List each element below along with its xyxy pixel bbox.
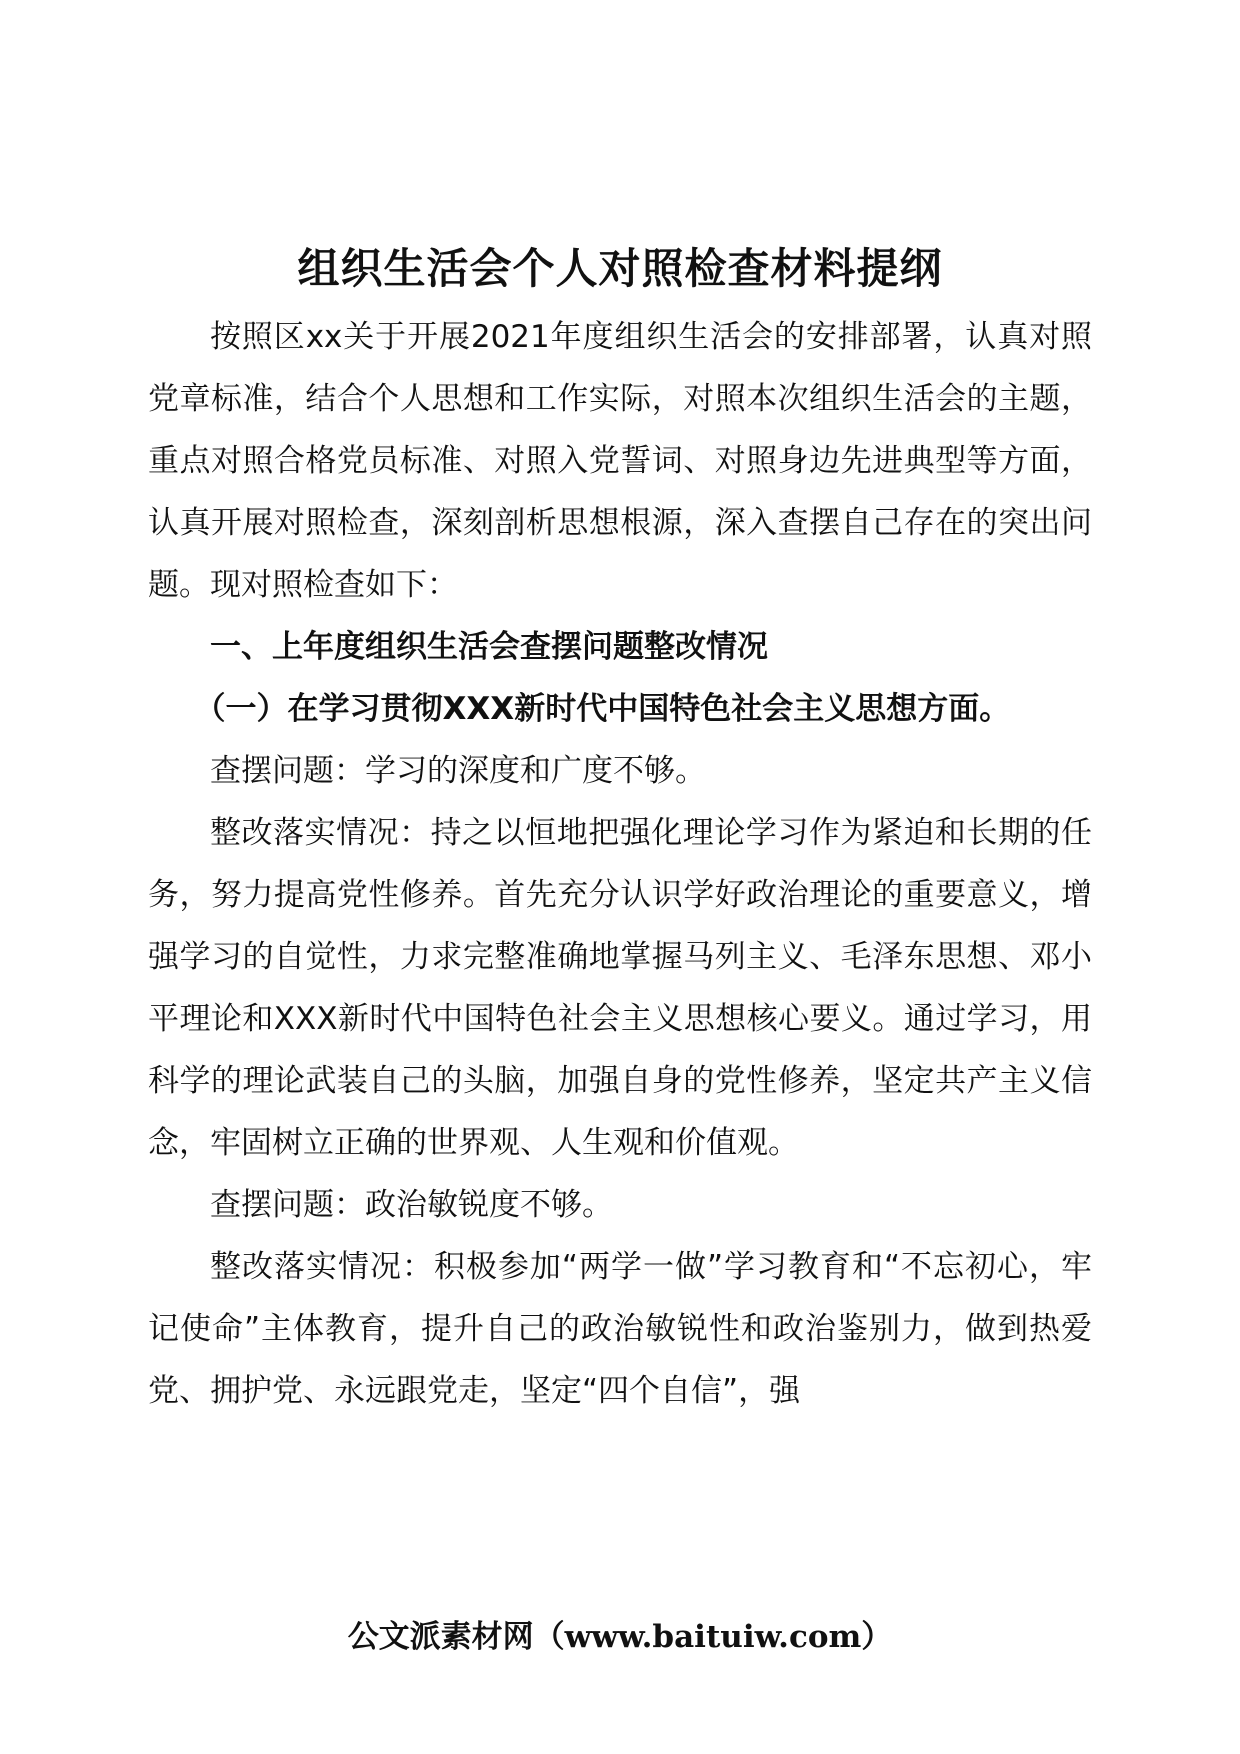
document-title: 组织生活会个人对照检查材料提纲	[297, 244, 943, 293]
problem-paragraph: 查摆问题：政治敏锐度不够。	[210, 1187, 613, 1223]
document-body	[148, 238, 1092, 1422]
footer-watermark: 公文派素材网（www.baituiw.com）	[347, 1619, 893, 1655]
intro-paragraph: 按照区xx关于开展2021年度组织生活会的安排部署，认真对照党章标准，结合个人思想和工作实际，对照本次组织生活会的主题，重点对照合格党员标准、对照入党誓词、对照身边先进典型等方面，认真开展对照检查，深刻剖析思想根源，深入查摆自己存在的突出问题。现对照检查如下：	[148, 319, 1092, 603]
problem-paragraph: 查摆问题：学习的深度和广度不够。	[210, 753, 706, 789]
rectification-paragraph: 整改落实情况：持之以恒地把强化理论学习作为紧迫和长期的任务，努力提高党性修养。首先充分认识学好政治理论的重要意义，增强学习的自觉性，力求完整准确地掌握马列主义、毛泽东思想、邓小平理论和XXX新时代中国特色社会主义思想核心要义。通过学习，用科学的理论武装自己的头脑，加强自身的党性修养，坚定共产主义信念，牢固树立正确的世界观、人生观和价值观。	[148, 815, 1092, 1161]
rectification-paragraph: 整改落实情况：积极参加“两学一做”学习教育和“不忘初心，牢记使命”主体教育，提升自己的政治敏锐性和政治鉴别力，做到热爱党、拥护党、永远跟党走，坚定“四个自信”，强	[148, 1249, 1092, 1409]
section-heading: 一、上年度组织生活会查摆问题整改情况	[210, 629, 768, 665]
subsection-heading: （一）在学习贯彻XXX新时代中国特色社会主义思想方面。	[194, 691, 1011, 727]
